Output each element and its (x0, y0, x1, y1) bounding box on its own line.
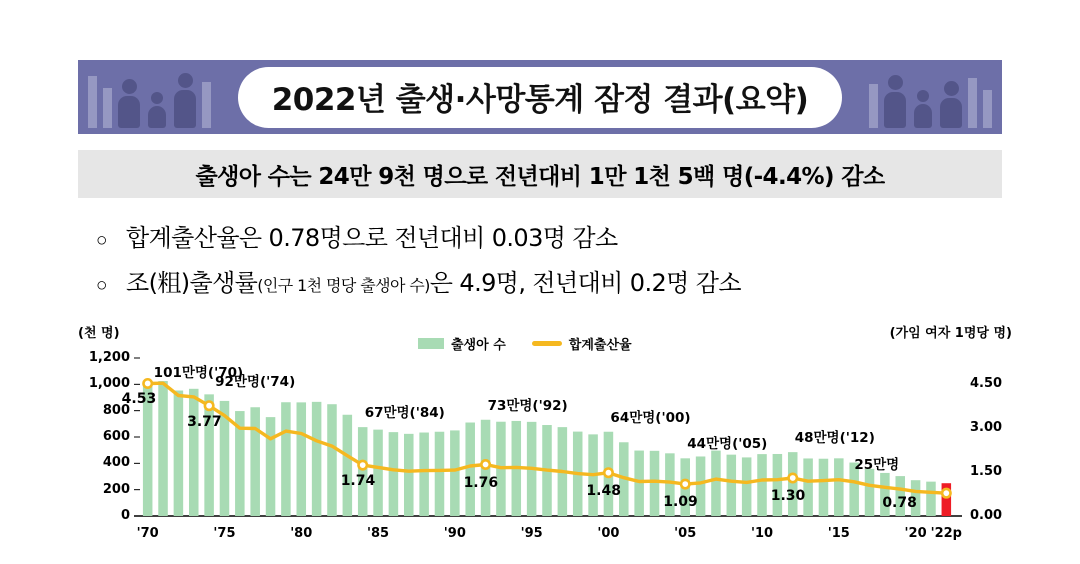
x-axis-tick: '80 (290, 526, 313, 541)
line-annotation: 1.74 (340, 473, 376, 490)
bar (819, 459, 829, 516)
chart-plot-area (78, 344, 1014, 554)
y-axis-tick-left: 400 (102, 455, 130, 471)
bar (634, 451, 644, 516)
bar (297, 402, 307, 516)
bar (834, 458, 844, 516)
tfr-marker (143, 379, 151, 387)
headline-bar (78, 150, 1002, 198)
y-axis-tick-right: 0.00 (970, 508, 1003, 523)
y-axis-unit-right: (가임 여자 1명당 명) (889, 326, 1012, 341)
bar (281, 402, 291, 516)
bar (450, 430, 460, 516)
bullet-text (126, 263, 741, 298)
y-axis-unit-left: (천 명) (78, 326, 120, 341)
bar (327, 404, 337, 516)
bullet-text-tail: 은 4.9명, 전년대비 0.2명 감소 (429, 269, 741, 297)
bar (419, 433, 429, 516)
person-figure-icon (940, 81, 962, 128)
y-axis-tick-left: 600 (102, 429, 130, 444)
title-plate (238, 67, 843, 128)
bar-annotation: 64만명('00) (610, 409, 691, 426)
x-axis-tick: '20 (904, 526, 927, 541)
bar (650, 451, 660, 516)
tfr-marker (604, 468, 612, 476)
list-item (96, 218, 1026, 253)
banner-decoration-right (842, 60, 1002, 134)
line-annotation: 1.48 (586, 482, 621, 499)
person-figure-icon (146, 92, 168, 128)
bar (343, 415, 353, 516)
line-annotation: 4.53 (121, 391, 157, 408)
x-axis-tick: '75 (213, 526, 236, 541)
bullet-marker: ○ (96, 230, 108, 251)
banner-decoration-left (78, 60, 238, 134)
bar (404, 434, 414, 516)
bar-annotation: 44만명('05) (687, 436, 768, 453)
bar (174, 391, 184, 516)
birth-statistics-chart (78, 322, 1014, 554)
x-axis-tick: '22p (930, 526, 962, 541)
y-axis-tick-right: 1.50 (970, 464, 1003, 480)
y-axis-tick-right: 3.00 (970, 420, 1003, 436)
y-axis-tick-right: 4.50 (970, 376, 1003, 392)
person-figure-icon (174, 73, 196, 128)
bar-annotation: 101만명('70) (153, 365, 244, 382)
bar (727, 455, 737, 516)
x-axis-tick: '70 (136, 526, 159, 541)
y-axis-tick-left: 800 (102, 402, 130, 418)
person-figure-icon (912, 90, 934, 128)
bar (435, 432, 445, 516)
bar (788, 452, 798, 516)
bar (358, 427, 368, 516)
x-axis-tick: '10 (750, 526, 774, 541)
tfr-marker (789, 474, 797, 482)
bar (189, 389, 199, 516)
bar (158, 381, 168, 516)
headline-text: 출생아 수는 24만 9천 명으로 전년대비 1만 1천 5백 명(-4.4%) 감소 (195, 163, 885, 190)
bar (204, 394, 214, 516)
bar-annotation: 73만명('92) (487, 397, 568, 414)
bar (711, 451, 721, 516)
x-axis-tick: '15 (827, 526, 850, 541)
bullet-text: 합계출산율은 0.78명으로 전년대비 0.03명 감소 (126, 224, 618, 252)
bar (250, 407, 260, 516)
legend-label: 합계출산율 (568, 338, 632, 353)
bar (742, 457, 752, 516)
bar (757, 454, 767, 516)
line-annotation: 3.77 (187, 413, 222, 430)
person-figure-icon (884, 75, 906, 128)
bullet-text-note: (인구 1천 명당 출생아 수) (257, 276, 430, 295)
bar-annotation: 48만명('12) (794, 430, 875, 447)
line-annotation: 1.76 (463, 474, 499, 491)
bar (865, 469, 875, 516)
legend-label: 출생아 수 (451, 338, 506, 353)
line-annotation: 1.30 (770, 487, 806, 504)
line-annotation: 1.09 (663, 494, 698, 511)
bar-annotation: 92만명('74) (215, 374, 296, 391)
list-item (96, 263, 1026, 298)
bullet-text-main: 조(粗)출생률 (126, 269, 258, 297)
title-banner (78, 60, 1002, 134)
x-axis-tick: '05 (674, 526, 697, 541)
tfr-marker (205, 401, 213, 409)
y-axis-tick-left: 1,200 (88, 350, 130, 365)
x-axis-tick: '85 (367, 526, 390, 541)
y-axis-tick-left: 0 (120, 508, 130, 523)
y-axis-tick-left: 1,000 (88, 376, 130, 392)
bar (926, 482, 936, 516)
tfr-marker (481, 460, 489, 468)
bullet-marker: ○ (96, 275, 108, 296)
line-annotation: 0.78 (882, 495, 917, 512)
bar-annotation: 67만명('84) (364, 405, 445, 422)
x-axis-tick: '95 (520, 526, 543, 541)
x-axis-tick: '00 (597, 526, 620, 541)
bullet-list (96, 218, 1026, 308)
bar-annotation: 25만명 (854, 457, 900, 474)
bar (465, 423, 475, 516)
y-axis-tick-left: 200 (102, 481, 130, 497)
tfr-marker (942, 489, 950, 497)
bar (266, 417, 276, 516)
tfr-marker (681, 480, 689, 488)
person-figure-icon (118, 79, 140, 128)
tfr-marker (358, 461, 366, 469)
bar (312, 402, 322, 516)
bar (389, 432, 399, 516)
bar (773, 454, 783, 516)
x-axis-tick: '90 (443, 526, 466, 541)
page-title: 2022년 출생·사망통계 잠정 결과(요약) (271, 81, 809, 118)
